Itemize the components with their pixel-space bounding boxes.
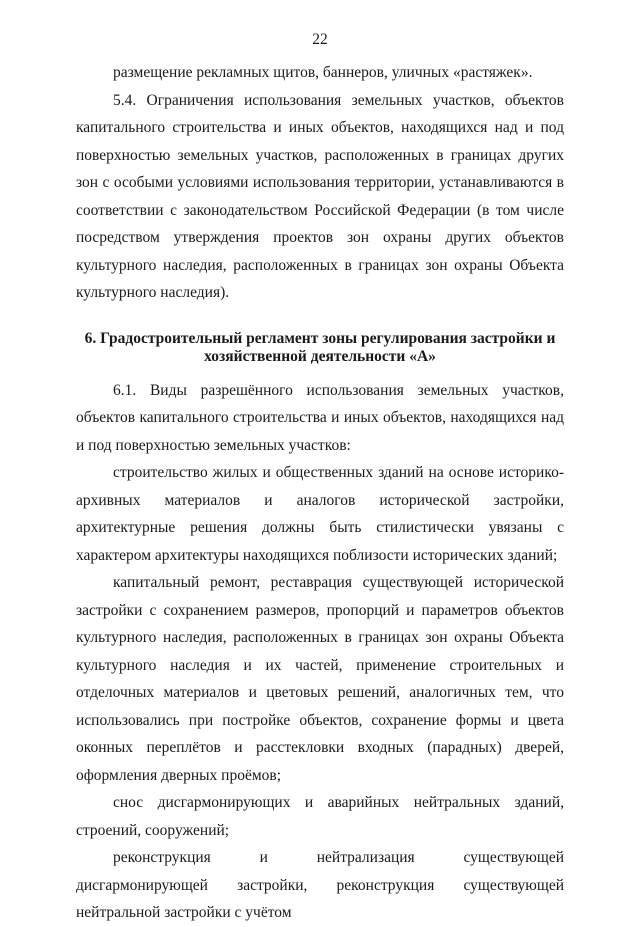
paragraph-reconstruction: реконструкция и нейтрализация существующей дисгармонирующей застройки, реконструкция существующей нейтральной застройки с учётом [76,849,564,921]
paragraph-capital-repair: капитальный ремонт, реставрация существующей исторической застройки с сохранением размеров, пропорций и параметров объектов культурного наследия, расположенных в границах зон охраны Объекта культурного наследия и их частей, применение строительных и отделочных материалов и цветовых решений, аналогичных тем, что использовались при постройке объектов, сохранение формы и цвета оконных переплётов и расстекловки входных (парадных) дверей, оформления дверных проёмов; [76,574,564,784]
paragraph-demolition: снос дисгармонирующих и аварийных нейтральных зданий, строений, сооружений; [76,794,564,839]
page-number: 22 [312,31,328,48]
paragraph-construction: строительство жилых и общественных зданий на основе историко-архивных материалов и аналогов исторической застройки, архитектурные решения должны быть стилистически увязаны с характером архитектуры находящихся поблизости исторических зданий; [76,464,564,564]
heading-spacer [76,367,564,377]
paragraph-6-1: 6.1. Виды разрешённого использования земельных участков, объектов капитального строительства и иных объектов, находящихся над и под поверхностью земельных участков: [76,381,564,454]
paragraph-continuation: размещение рекламных щитов, баннеров, уличных «растяжек». [113,64,533,81]
section-heading: 6. Градостроительный регламент зоны регулирования застройки и хозяйственной деятельности «А» [84,329,556,365]
document-body [76,59,564,927]
paragraph-5-4: 5.4. Ограничения использования земельных участков, объектов капитального строительства и иных объектов, находящихся над и под поверхностью земельных участков, расположенных в границах других зон с особыми условиями использования территории, устанавливаются в соответствии с законодательством Российской Федерации (в том числе посредством утверждения проектов зон охраны других объектов культурного наследия, расположенных в границах зон охраны Объекта культурного наследия). [76,91,564,301]
